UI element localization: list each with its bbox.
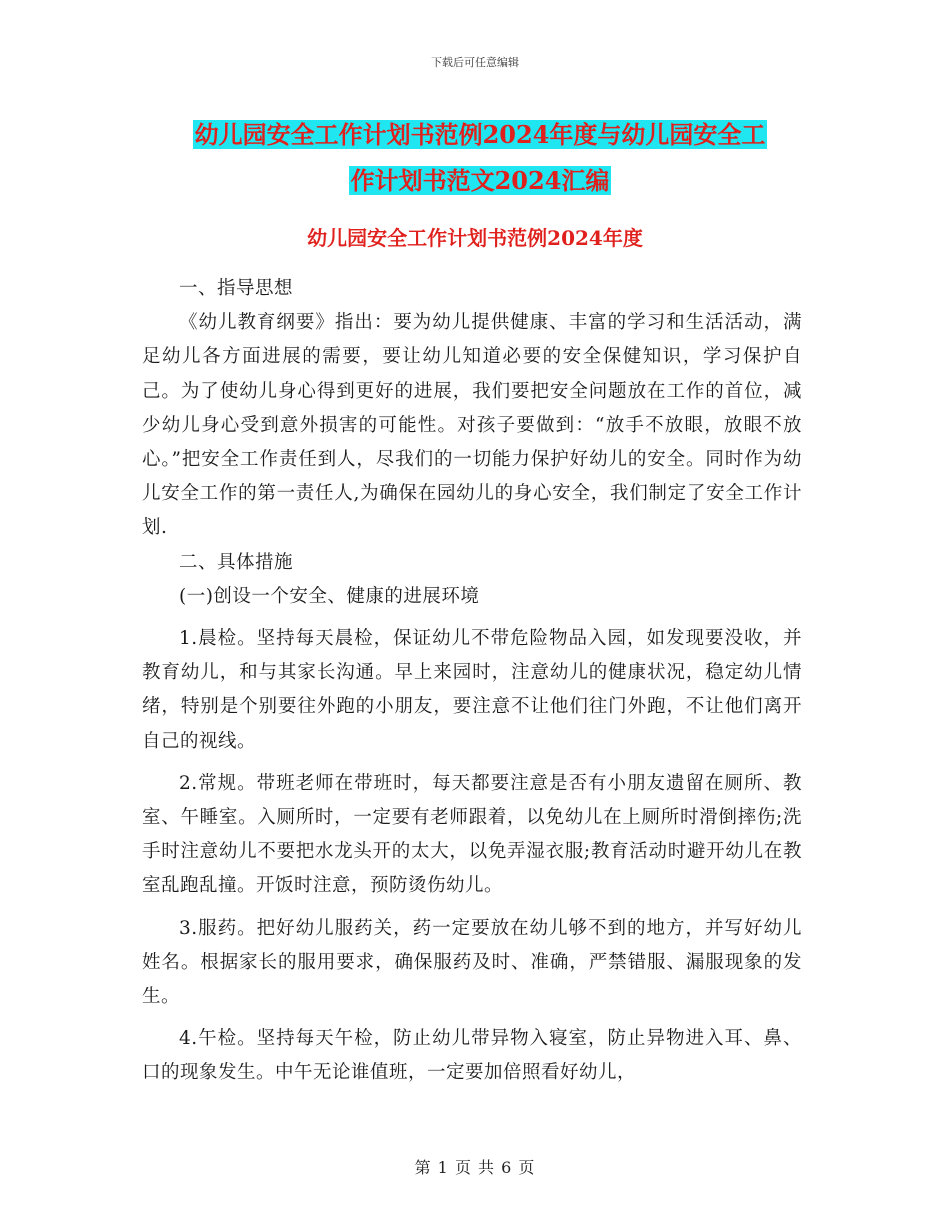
page-header-note: 下载后可任意编辑: [431, 56, 519, 69]
paragraph-morning-check: 1.晨检。坚持每天晨检，保证幼儿不带危险物品入园，如发现要没收，并教育幼儿，和与其家长沟通。早上来园时，注意幼儿的健康状况，稳定幼儿情绪，特别是个别要往外跑的小朋友，要注意不让他们往门外跑，不让他们离开自己的视线。: [142, 628, 802, 752]
paragraph-guiding-ideology: 《幼儿教育纲要》指出：要为幼儿提供健康、丰富的学习和生活活动，满足幼儿各方面进展的需要，要让幼儿知道必要的安全保健知识，学习保护自己。为了使幼儿身心得到更好的进展，我们要把安全问题放在工作的首位，减少幼儿身心受到意外损害的可能性。对孩子要做到：“放手不放眼，放眼不放心。”把安全工作责任到人，尽我们的一切能力保护好幼儿的安全。同时作为幼儿安全工作的第一责任人,为确保在园幼儿的身心安全，我们制定了安全工作计划.: [142, 312, 802, 539]
subheading-environment: (一)创设一个安全、健康的进展环境: [179, 585, 480, 607]
document-body: [142, 272, 802, 1091]
section-title: 幼儿园安全工作计划书范例2024年度: [307, 226, 643, 250]
document-title: [140, 112, 820, 204]
paragraph-routine: 2.常规。带班老师在带班时，每天都要注意是否有小朋友遗留在厕所、教室、午睡室。入厕所时，一定要有老师跟着，以免幼儿在上厕所时滑倒摔伤;洗手时注意幼儿不要把水龙头开的太大，以免弄湿衣服;教育活动时避开幼儿在教室乱跑乱撞。开饭时注意，预防烫伤幼儿。: [142, 772, 802, 897]
paragraph-medication: 3.服药。把好幼儿服药关，药一定要放在幼儿够不到的地方，并写好幼儿姓名。根据家长的服用要求，确保服药及时、准确，严禁错服、漏服现象的发生。: [142, 917, 802, 1008]
page-footer: 第 1 页 共 6 页: [414, 1158, 536, 1177]
heading-specific-measures: 二、具体措施: [179, 551, 294, 573]
heading-guiding-ideology: 一、指导思想: [179, 278, 294, 299]
document-title-line-1: 幼儿园安全工作计划书范例2024年度与幼儿园安全工: [194, 120, 766, 149]
paragraph-noon-check: 4.午检。坚持每天午检，防止幼儿带异物入寝室，防止异物进入耳、鼻、口的现象发生。中午无论谁值班，一定要加倍照看好幼儿，: [142, 1028, 802, 1084]
document-title-line-2: 作计划书范文2024汇编: [350, 166, 610, 195]
